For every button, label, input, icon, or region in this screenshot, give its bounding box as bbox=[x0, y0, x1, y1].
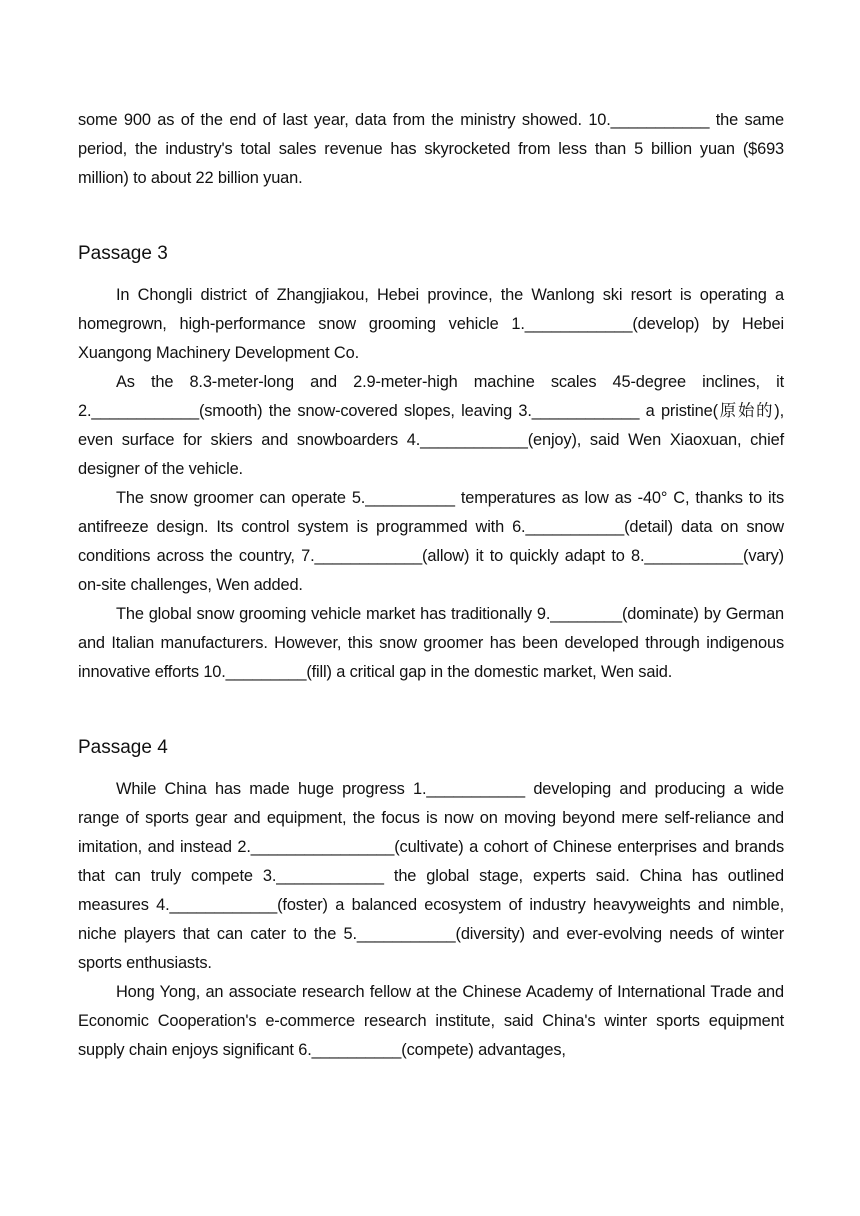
intro-paragraph: some 900 as of the end of last year, data from the ministry showed. 10.___________ the same period, the industry's total sales revenue has skyrocketed from less than 5 billion yuan ($693 million) to about 22 billion yuan. bbox=[78, 111, 784, 187]
passage-3-heading: Passage 3 bbox=[78, 243, 168, 264]
spacer bbox=[78, 763, 784, 775]
spacer bbox=[78, 687, 784, 733]
passage-3-paragraph-4: The global snow grooming vehicle market has traditionally 9.________(dominate) by German and Italian manufacturers. However, this snow groomer has been developed through indigenous innovative efforts 10._________(fill) a critical gap in the domestic market, Wen said. bbox=[78, 605, 784, 681]
spacer bbox=[78, 269, 784, 281]
passage-3-paragraph-1: In Chongli district of Zhangjiakou, Hebei province, the Wanlong ski resort is operating a homegrown, high-performance snow grooming vehicle 1.____________(develop) by Hebei Xuangong Machinery Development Co. bbox=[78, 286, 784, 362]
document-page bbox=[78, 106, 784, 1065]
passage-4-paragraph-1: While China has made huge progress 1.___________ developing and producing a wide range of sports gear and equipment, the focus is now on moving beyond mere self-reliance and imitation, and instead 2.________________(cultivate) a cohort of Chinese enterprises and brands that can truly compete 3.____________ the global stage, experts said. China has outlined measures 4.____________(foster) a balanced ecosystem of industry heavyweights and nimble, niche players that can cater to the 5.___________(diversity) and ever-evolving needs of winter sports enthusiasts. bbox=[78, 780, 784, 972]
spacer bbox=[78, 193, 784, 239]
passage-4-heading: Passage 4 bbox=[78, 737, 168, 758]
passage-3-paragraph-3: The snow groomer can operate 5.__________ temperatures as low as -40° C, thanks to its antifreeze design. Its control system is programmed with 6.___________(detail) data on snow conditions across the country, 7.____________(allow) it to quickly adapt to 8.___________(vary) on-site challenges, Wen added. bbox=[78, 489, 784, 594]
passage-4-paragraph-2: Hong Yong, an associate research fellow at the Chinese Academy of International Trade and Economic Cooperation's e-commerce research institute, said China's winter sports equipment supply chain enjoys significant 6.__________(compete) advantages, bbox=[78, 983, 784, 1059]
passage-3-paragraph-2: As the 8.3-meter-long and 2.9-meter-high machine scales 45-degree inclines, it 2.____________(smooth) the snow-covered slopes, leaving 3.____________ a pristine(原始的), even surface for skiers and snowboarders 4.____________(enjoy), said Wen Xiaoxuan, chief designer of the vehicle. bbox=[78, 373, 784, 478]
